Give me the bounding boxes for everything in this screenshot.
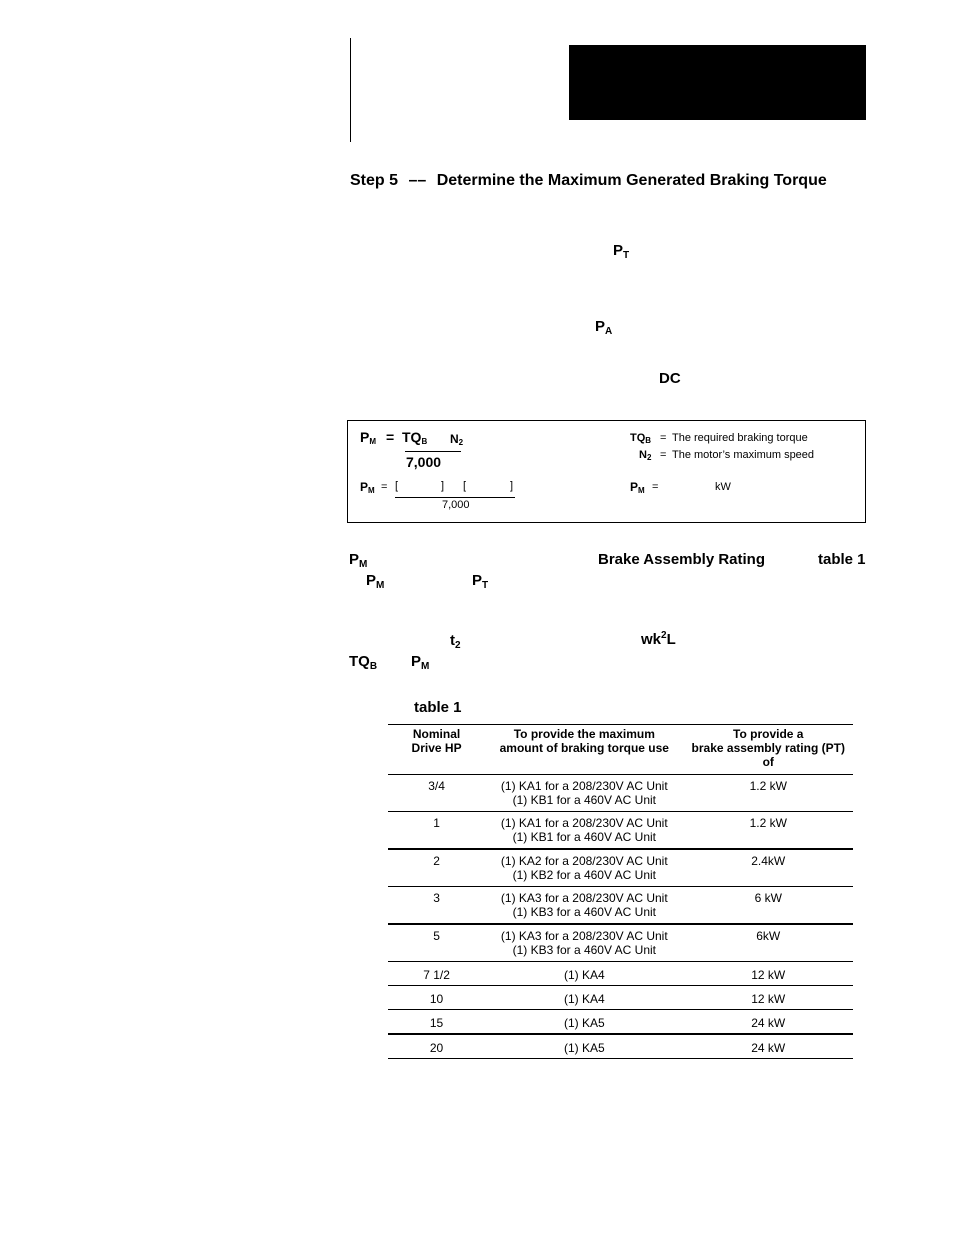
table-row <box>388 1034 853 1059</box>
step-label: Step 5 <box>350 172 399 189</box>
table-row <box>388 887 853 925</box>
cell-braking-torque-use <box>485 1034 683 1059</box>
cell-assembly-rating: 12 kW <box>683 986 853 1010</box>
use-line: (1) KA2 for a 208/230V AC Unit <box>500 854 668 868</box>
calc-pm: $P_M$ <box>360 480 375 495</box>
calc-bracket-close-2: ] <box>510 480 514 492</box>
cell-braking-torque-use <box>485 849 683 887</box>
para-pm: $P_M$ <box>349 551 368 570</box>
cell-drive-hp: 10 <box>388 986 485 1010</box>
para-pt: $P_T$ <box>472 572 489 591</box>
calc-fraction-bar <box>395 497 515 498</box>
cell-braking-torque-use <box>485 962 683 986</box>
legend-tqb-symbol: $TQ_B$ <box>630 432 652 445</box>
symbol-pt: $P_T$ <box>613 242 630 261</box>
formula-pm: $P_M$ <box>360 429 377 446</box>
cell-drive-hp: 1 <box>388 812 485 850</box>
step-heading <box>350 172 827 190</box>
calc-denominator: 7,000 <box>442 499 470 511</box>
cell-assembly-rating: 24 kW <box>683 1034 853 1059</box>
cell-braking-torque-use <box>485 986 683 1010</box>
use-line: (1) KA1 for a 208/230V AC Unit <box>500 779 668 793</box>
use-line: (1) KA4 <box>563 968 605 982</box>
table-header-row <box>388 725 853 775</box>
para-tqb: $TQ_B$ <box>349 653 378 672</box>
table-row <box>388 986 853 1010</box>
use-line: (1) KA5 <box>563 1016 605 1030</box>
table-1-reference: table 1 <box>818 551 866 568</box>
use-line: (1) KA3 for a 208/230V AC Unit <box>500 929 668 943</box>
cell-drive-hp: 3 <box>388 887 485 925</box>
para-pm-3: $P_M$ <box>411 653 430 672</box>
legend-n2-eq: = <box>660 449 667 461</box>
para-t2: $t_2$ <box>450 632 461 651</box>
cell-drive-hp: 5 <box>388 924 485 962</box>
brake-assembly-rating-term: Brake Assembly Rating <box>598 551 766 568</box>
cell-assembly-rating: 24 kW <box>683 1010 853 1035</box>
legend-tqb-eq: = <box>660 432 667 444</box>
legend-tqb-text: The required braking torque <box>672 432 808 444</box>
formula-denominator: 7,000 <box>406 454 442 470</box>
para-pm-2: $P_M$ <box>366 572 385 591</box>
cell-assembly-rating: 6kW <box>683 924 853 962</box>
cell-assembly-rating: 12 kW <box>683 962 853 986</box>
formula-n2: $N_2$ <box>450 432 464 447</box>
legend-n2-text: The motor’s maximum speed <box>672 449 815 461</box>
calc-bracket-open-1: [ <box>395 480 399 492</box>
formula-box <box>347 420 866 523</box>
use-line: (1) KB1 for a 460V AC Unit <box>512 830 656 844</box>
table-row <box>388 849 853 887</box>
result-eq: = <box>652 481 659 493</box>
calc-bracket-close-1: ] <box>441 480 445 492</box>
cell-assembly-rating: 1.2 kW <box>683 775 853 812</box>
use-line: (1) KA5 <box>563 1041 605 1055</box>
calc-bracket-open-2: [ <box>463 480 467 492</box>
calc-eq: = <box>381 481 388 493</box>
table-row <box>388 962 853 986</box>
formula-tqb: $TQ_B$ <box>402 429 428 446</box>
cell-drive-hp: 2 <box>388 849 485 887</box>
para-wk2l: $wk^2L$ <box>641 630 676 648</box>
symbol-dc: DC <box>659 370 681 387</box>
cell-assembly-rating: 2.4kW <box>683 849 853 887</box>
use-line: (1) KA4 <box>563 992 605 1006</box>
use-line: (1) KB2 for a 460V AC Unit <box>512 868 656 882</box>
use-line: (1) KA3 for a 208/230V AC Unit <box>500 891 668 905</box>
formula-eq: = <box>386 429 395 445</box>
table-row <box>388 812 853 850</box>
table-caption: table 1 <box>414 699 462 716</box>
header-braking-torque-use: To provide the maximum amount of braking torque use <box>485 725 683 775</box>
brake-assembly-table <box>388 724 853 1059</box>
result-unit: kW <box>715 481 731 493</box>
table-row <box>388 1010 853 1035</box>
use-line: (1) KB3 for a 460V AC Unit <box>512 943 656 957</box>
cell-assembly-rating: 1.2 kW <box>683 812 853 850</box>
use-line: (1) KA1 for a 208/230V AC Unit <box>500 816 668 830</box>
chapter-tab <box>569 45 866 120</box>
cell-drive-hp: 20 <box>388 1034 485 1059</box>
result-pm: $P_M$ <box>630 480 645 495</box>
cell-drive-hp: 7 1/2 <box>388 962 485 986</box>
header-nominal-hp: Nominal Drive HP <box>388 725 485 775</box>
cell-assembly-rating: 6 kW <box>683 887 853 925</box>
cell-braking-torque-use <box>485 924 683 962</box>
use-line: (1) KB3 for a 460V AC Unit <box>512 905 656 919</box>
step-dashes: –– <box>408 172 427 189</box>
symbol-pa: $P_A$ <box>595 318 613 337</box>
cell-braking-torque-use <box>485 887 683 925</box>
formula-fraction-bar <box>405 451 461 452</box>
cell-braking-torque-use <box>485 812 683 850</box>
table-row <box>388 775 853 812</box>
cell-drive-hp: 3/4 <box>388 775 485 812</box>
cell-braking-torque-use <box>485 775 683 812</box>
cell-drive-hp: 15 <box>388 1010 485 1035</box>
table-row <box>388 924 853 962</box>
margin-rule <box>350 38 351 142</box>
header-brake-assembly-rating: To provide a brake assembly rating (PT) of <box>683 725 853 775</box>
cell-braking-torque-use <box>485 1010 683 1035</box>
use-line: (1) KB1 for a 460V AC Unit <box>512 793 656 807</box>
legend-n2-symbol: $N_2$ <box>639 449 652 462</box>
step-title: Determine the Maximum Generated Braking Torque <box>436 172 827 189</box>
